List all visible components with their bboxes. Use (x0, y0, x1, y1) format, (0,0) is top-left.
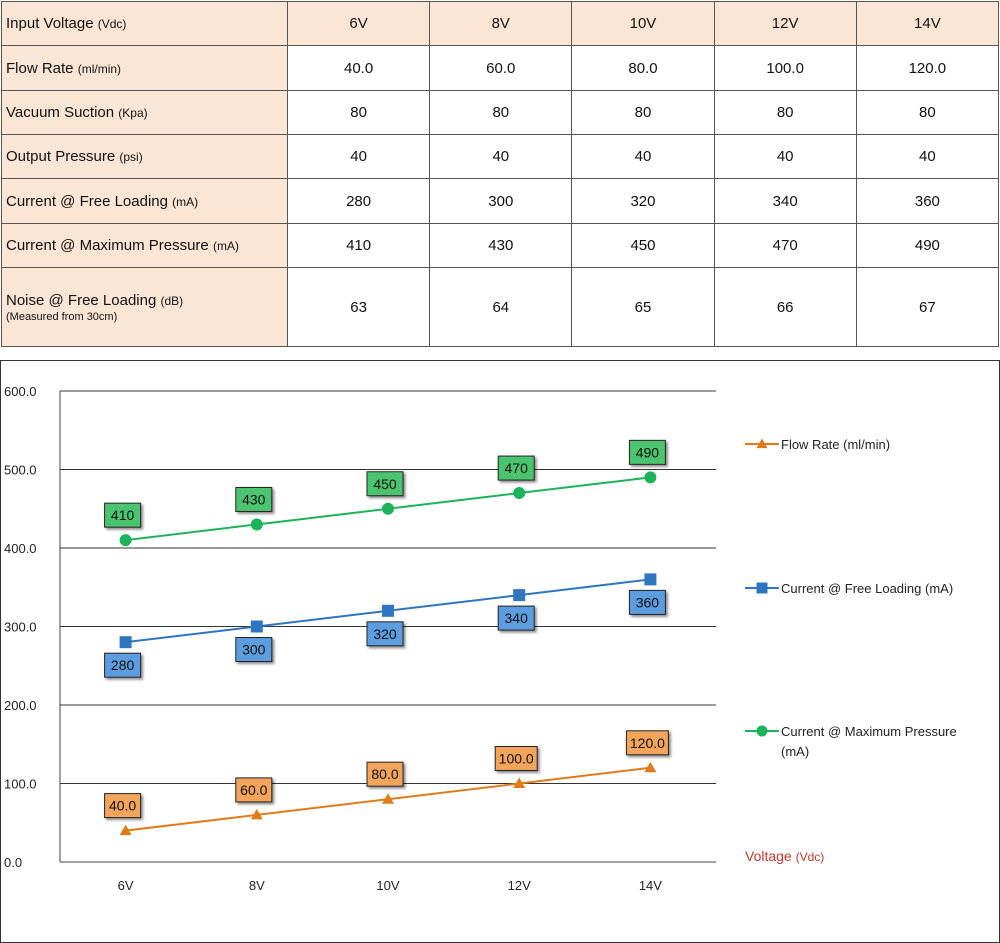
data-label (629, 440, 665, 464)
header-cell: 14V (856, 2, 998, 46)
y-tick-label: 200.0 (4, 698, 37, 713)
legend-label: Flow Rate (ml/min) (781, 437, 891, 452)
row-note: (Measured from 30cm) (6, 310, 118, 323)
row-label-cell (2, 90, 288, 134)
header-cell: 10V (572, 2, 714, 46)
table-row (2, 179, 999, 223)
row-label: Current @ Maximum Pressure (6, 236, 209, 254)
table-cell: 100.0 (714, 46, 856, 90)
x-axis-title-main: Voltage (745, 848, 796, 864)
y-tick-label: 300.0 (4, 619, 37, 635)
data-label (626, 731, 668, 755)
data-label (236, 778, 272, 802)
square-marker (757, 583, 768, 594)
y-tick-label: 0.0 (4, 855, 23, 870)
triangle-marker (644, 762, 656, 773)
table-cell: 66 (714, 268, 856, 347)
row-label-cell (2, 223, 288, 267)
data-label-text: 60.0 (240, 781, 268, 798)
x-axis-title-unit: (Vdc) (795, 850, 825, 864)
table-cell: 40 (572, 135, 714, 179)
row-label: Output Pressure (6, 148, 116, 166)
row-label: Noise @ Free Loading (6, 291, 157, 309)
row-label-cell (2, 268, 288, 347)
table-cell: 300 (430, 179, 572, 223)
data-label-text: 430 (242, 491, 266, 508)
data-label-text: 360 (635, 594, 660, 611)
y-tick-label: 400.0 (4, 541, 37, 556)
row-label: Current @ Free Loading (6, 192, 168, 210)
data-label-text: 490 (635, 444, 660, 461)
legend-label: (mA) (781, 744, 810, 759)
table-cell: 340 (714, 179, 856, 223)
header-cell: 12V (714, 2, 856, 46)
table-row (2, 268, 999, 347)
legend-entry (745, 437, 890, 452)
y-tick-label: 500.0 (4, 462, 37, 478)
square-marker (382, 605, 394, 617)
data-label-text: 280 (110, 657, 135, 674)
table-cell: 64 (430, 268, 572, 347)
table-cell: 40 (430, 135, 572, 179)
table-row (2, 223, 999, 267)
data-label (495, 747, 537, 771)
table-cell: 40.0 (288, 46, 430, 90)
x-tick-label: 12V (507, 878, 531, 893)
legend-label: Current @ Free Loading (mA) (781, 581, 954, 596)
table-row (2, 135, 999, 179)
row-label-cell (2, 135, 288, 179)
spec-table (1, 1, 999, 347)
data-label (629, 590, 665, 614)
table-cell: 40 (714, 135, 856, 179)
square-marker (513, 589, 525, 601)
row-unit: (ml/min) (77, 61, 122, 76)
row-unit: (psi) (119, 150, 143, 165)
row-unit: (mA) (172, 194, 199, 209)
chart-panel (0, 360, 1000, 943)
data-label (498, 606, 534, 630)
data-label-text: 100.0 (498, 750, 534, 767)
table-cell: 490 (856, 223, 998, 267)
row-unit: (Kpa) (118, 105, 148, 120)
y-tick-label: 100.0 (4, 776, 37, 792)
legend-label: Current @ Maximum Pressure (781, 724, 957, 739)
x-axis-title (745, 848, 824, 864)
data-label (105, 653, 141, 677)
data-label (105, 794, 141, 818)
header-unit: (Vdc) (97, 17, 127, 32)
data-label-text: 80.0 (371, 766, 399, 783)
table-cell: 410 (288, 223, 430, 267)
data-label (498, 456, 534, 480)
table-cell: 80 (856, 90, 998, 134)
table-cell: 120.0 (856, 46, 998, 90)
circle-marker (513, 487, 525, 499)
data-label-text: 320 (373, 625, 397, 642)
table-cell: 450 (572, 223, 714, 267)
table-cell: 80 (288, 90, 430, 134)
circle-marker (382, 503, 394, 515)
table-cell: 40 (288, 135, 430, 179)
table-cell: 80 (572, 90, 714, 134)
data-label (367, 472, 403, 496)
data-label (367, 762, 403, 786)
data-label-text: 450 (373, 475, 397, 492)
x-tick-label: 10V (376, 878, 400, 893)
square-marker (120, 636, 132, 648)
table-row (2, 90, 999, 134)
table-cell: 430 (430, 223, 572, 267)
circle-marker (644, 471, 656, 483)
table-header-row (2, 2, 999, 46)
x-tick-label: 14V (638, 878, 662, 893)
table-cell: 80.0 (572, 46, 714, 90)
data-label (367, 622, 403, 646)
data-label-text: 300 (242, 641, 266, 658)
data-label (236, 487, 272, 511)
legend-entry (745, 724, 957, 759)
data-label-text: 120.0 (629, 734, 665, 751)
row-label-cell (2, 179, 288, 223)
data-label-text: 410 (110, 507, 135, 524)
header-cell: 6V (288, 2, 430, 46)
data-label-text: 40.0 (108, 797, 137, 814)
table-cell: 60.0 (430, 46, 572, 90)
table-cell: 80 (430, 90, 572, 134)
data-label (236, 638, 272, 662)
circle-marker (120, 534, 132, 546)
y-tick-label: 600.0 (4, 384, 37, 399)
table-cell: 67 (856, 268, 998, 347)
table-cell: 40 (856, 135, 998, 179)
data-label-text: 470 (504, 460, 528, 477)
data-label (105, 503, 141, 527)
data-label-text: 340 (504, 610, 528, 627)
square-marker (644, 573, 656, 585)
row-label: Vacuum Suction (6, 103, 115, 121)
row-label: Flow Rate (6, 59, 74, 77)
header-cell: 8V (430, 2, 572, 46)
table-cell: 280 (288, 179, 430, 223)
table-cell: 320 (572, 179, 714, 223)
x-tick-label: 8V (248, 878, 265, 893)
table-cell: 360 (856, 179, 998, 223)
table-cell: 65 (572, 268, 714, 347)
table-row (2, 46, 999, 90)
table-cell: 80 (714, 90, 856, 134)
line-chart (1, 361, 999, 942)
table-cell: 63 (288, 268, 430, 347)
table-cell: 470 (714, 223, 856, 267)
legend-entry (745, 581, 953, 596)
x-tick-label: 6V (117, 878, 134, 893)
circle-marker (757, 726, 768, 737)
row-label-cell (2, 46, 288, 90)
square-marker (251, 621, 263, 633)
row-unit: (mA) (212, 238, 239, 253)
row-unit: (dB) (160, 293, 184, 308)
circle-marker (251, 518, 263, 530)
header-label-cell (2, 2, 288, 46)
header-label: Input Voltage (6, 15, 94, 33)
